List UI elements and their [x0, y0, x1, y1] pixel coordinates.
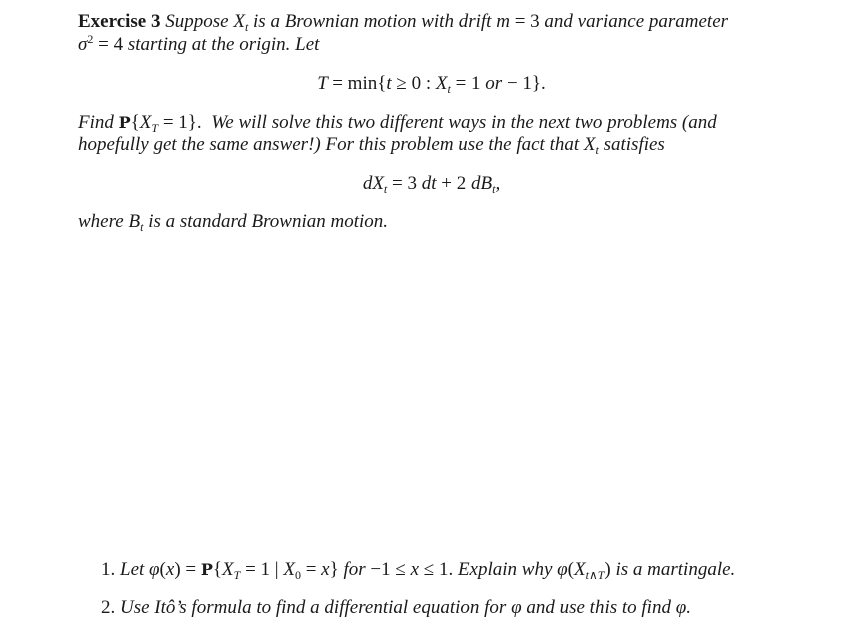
exercise-heading: Exercise 3	[78, 11, 161, 32]
problem-2: 2. Use Itô’s formula to find a differential equation for φ and use this to find φ.	[101, 597, 691, 618]
problem-number: 2.	[101, 597, 116, 618]
problem-number: 1.	[101, 559, 116, 580]
exercise-intro-line-2: $\sigma^2 = 4$ starting at the origin. Let	[78, 32, 320, 55]
find-line-2: hopefully get the same answer!) For this problem use the fact that $X_t$ satisfies	[78, 134, 665, 157]
problem-1: 1. Let $\varphi(x) = P\{X_T = 1$ | $X_0 = x$} for −1 ≤ x ≤ 1. Explain why $\varphi(X_{t\wedge T})$ is a martingale.	[101, 559, 736, 582]
where-line: where $B_t$ is a standard Brownian motion.	[78, 211, 388, 234]
sde-equation: $dX_t = 3$ dt + 2 $dB_t$,	[362, 173, 501, 196]
find-line-1: Find $P\{X_T = 1\}$. We will solve this two different ways in the next two problems (and	[78, 112, 717, 135]
stopping-time-definition: T = min{t ≥ 0 : $X_t = 1$ or − 1}.	[317, 73, 546, 96]
exercise-intro-line-1: Exercise 3 Suppose $X_t$ is a Brownian motion with drift m = 3 and variance parameter	[78, 11, 729, 34]
